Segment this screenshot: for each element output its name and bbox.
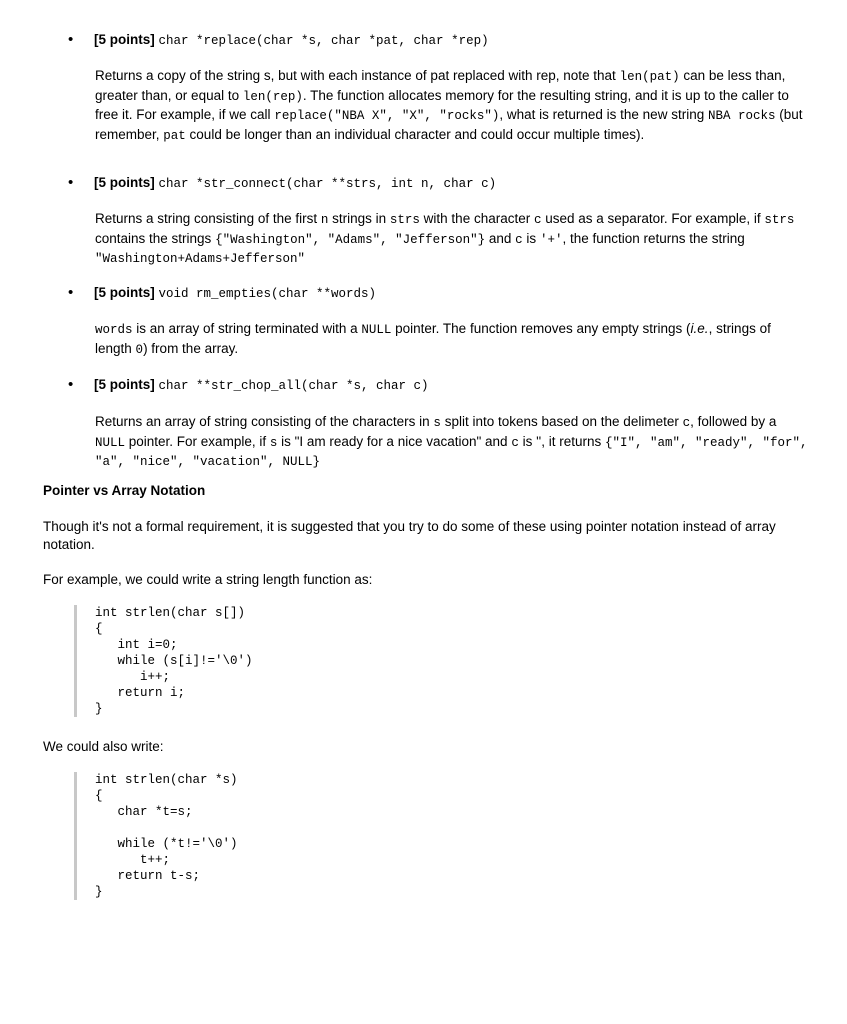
points-label: [5 points] xyxy=(94,285,155,300)
function-signature: char *str_connect(char **strs, int n, char c) xyxy=(158,177,497,191)
function-signature: char **str_chop_all(char *s, char c) xyxy=(158,379,429,393)
alt-paragraph: We could also write: xyxy=(43,739,164,754)
function-description: Returns an array of string consisting of the characters in s split into tokens based on the delimeter c, followed by a NULL pointer. For example, if s is "I am ready for a nice vacation" and c is '', it returns {"I", "am", "ready", "for", "a", "nice", "vacation", NULL} xyxy=(95,414,808,469)
code-text: int strlen(char s[]) { int i=0; while (s[i]!='\0') i++; return i; } xyxy=(95,606,253,716)
example-paragraph: For example, we could write a string length function as: xyxy=(43,572,373,587)
points-label: [5 points] xyxy=(94,32,155,47)
function-description: words is an array of string terminated with a NULL pointer. The function removes any empty strings (i.e., strings of length 0) from the array. xyxy=(95,321,771,357)
function-description: Returns a copy of the string s, but with each instance of pat replaced with rep, note that len(pat) can be less than, greater than, or equal to len(rep). The function allocates memory for the resulting string, and it is up to the caller to free it. For example, if we call replace("NBA X", "X", "rocks"), what is returned is the new string NBA rocks (but remember, pat could be longer than an individual character and could occur multiple times). xyxy=(95,68,803,143)
points-label: [5 points] xyxy=(94,175,155,190)
bullet-icon: • xyxy=(68,174,74,191)
bullet-icon: • xyxy=(68,31,74,48)
function-signature: void rm_empties(char **words) xyxy=(158,287,377,301)
function-signature: char *replace(char *s, char *pat, char *rep) xyxy=(158,34,489,48)
code-text: int strlen(char *s) { char *t=s; while (*t!='\0') t++; return t-s; } xyxy=(95,773,238,899)
code-block-pointer xyxy=(74,772,238,900)
function-description: Returns a string consisting of the first n strings in strs with the character c used as a separator. For example, if strs contains the strings {"Washington", "Adams", "Jefferson"} and c is '+', the function returns the string "Washington+Adams+Jefferson" xyxy=(95,211,795,266)
intro-paragraph: Though it's not a formal requirement, it is suggested that you try to do some of these using pointer notation instead of array notation. xyxy=(43,519,776,552)
bullet-icon: • xyxy=(68,376,74,393)
bullet-icon: • xyxy=(68,284,74,301)
points-label: [5 points] xyxy=(94,377,155,392)
section-heading: Pointer vs Array Notation xyxy=(43,483,206,498)
code-block-array xyxy=(74,605,253,717)
